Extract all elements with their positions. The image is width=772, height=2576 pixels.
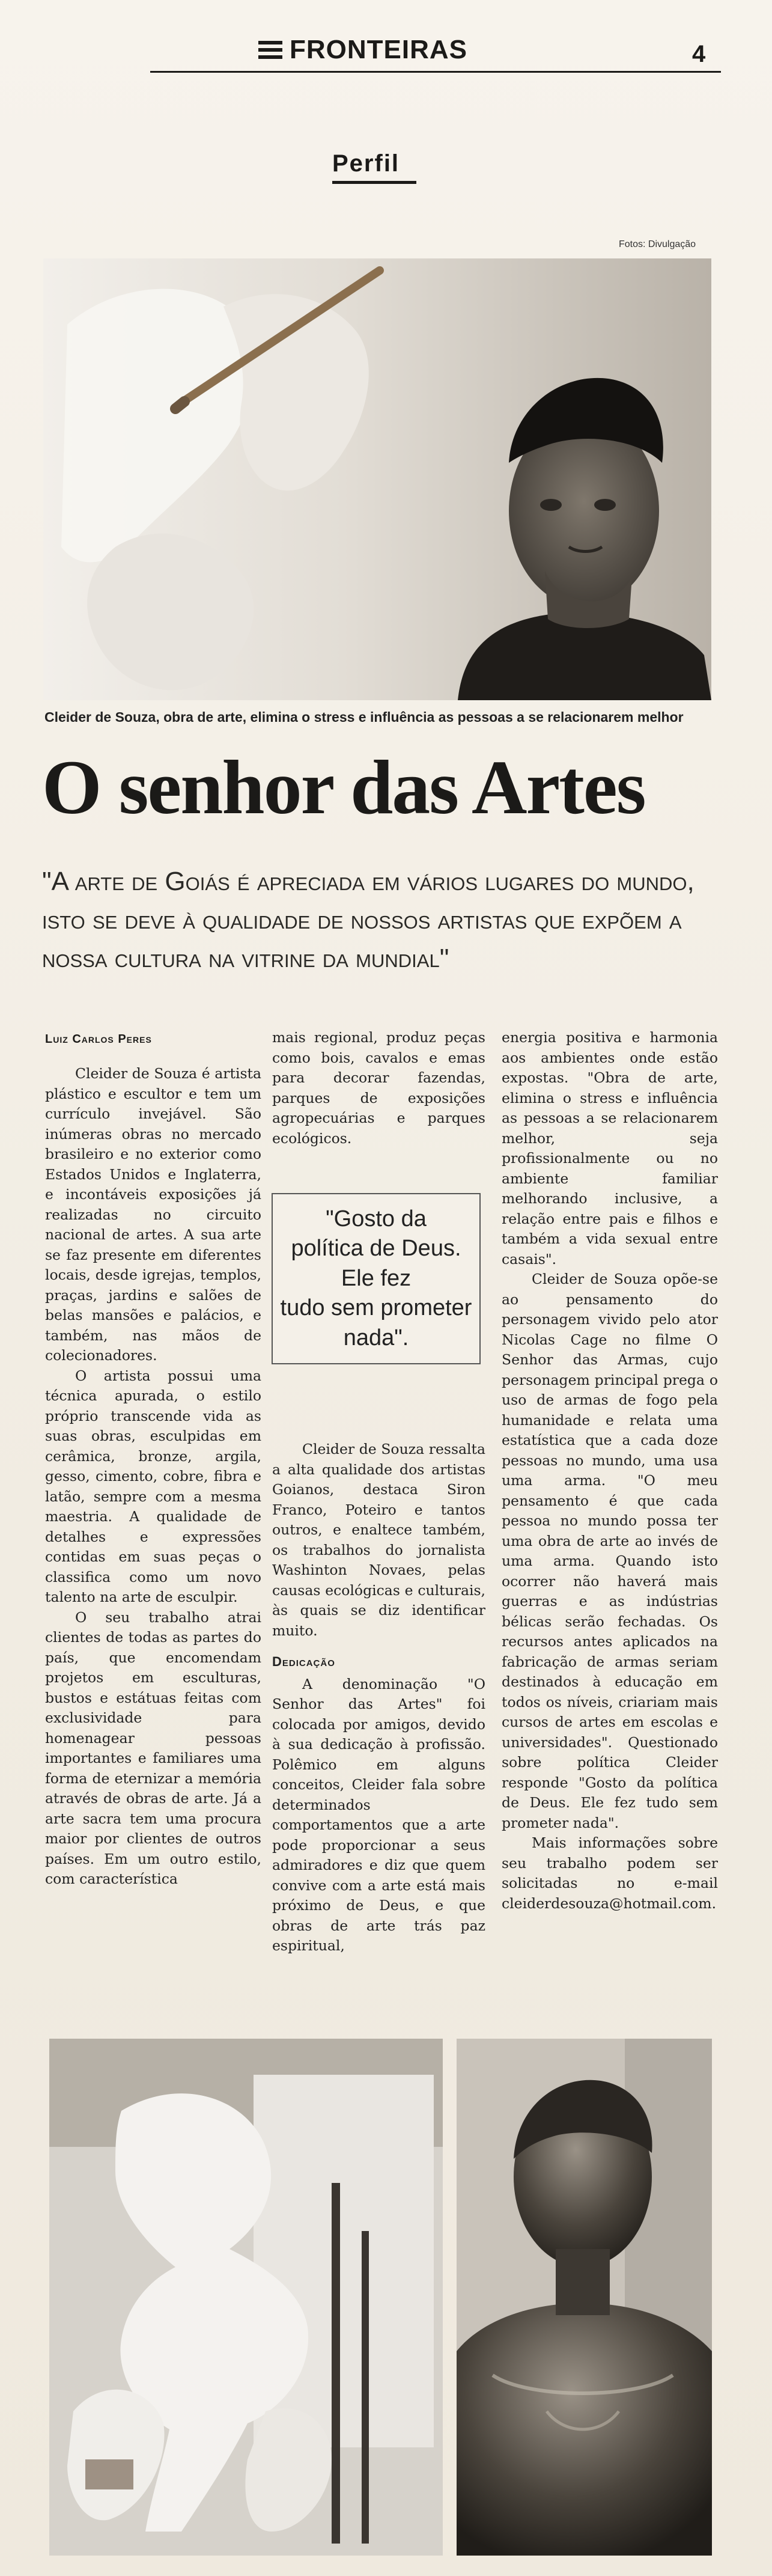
paragraph: A denominação "O Senhor das Artes" foi colocada por amigos, devido à sua dedicação à profissão. Polêmico em alguns conceitos, Cleider fala sobre determinados comportamentos que a arte pode proporcionar a seus admiradores e diz que quem convive com a arte está mais próximo de Deus, e que obras de arte trás paz espiritual, bbox=[272, 1675, 485, 1954]
pull-quote-line: nada". bbox=[343, 1325, 409, 1351]
paragraph: energia positiva e harmonia aos ambientes onde estão expostas. "Obra de arte, elimina o stress e influência as pessoas a se relacionarem melhor, seja profissionalmente ou no ambiente familiar melhorando inclusive, a relação entre pais e filhos e também a vida sexual entre casais". bbox=[502, 1029, 718, 1268]
photo-caption: Cleider de Souza, obra de arte, elimina o stress e influência as pessoas a se relacionarem melhor bbox=[44, 709, 684, 725]
byline: Luiz Carlos Peres bbox=[45, 1033, 152, 1046]
paragraph: O seu trabalho atrai clientes de todas as partes do país, que encomendam projetos em esculturas, bustos e estátuas feitas com exclusividade para homenagear pessoas importantes e familiares uma forma de eternizar a memória através de obras de arte. Já a arte sacra tem uma procura maior por clientes de outros países. Em um outro estilo, com característica bbox=[45, 1608, 261, 1887]
bronze-bust-illustration bbox=[457, 2039, 712, 2556]
paragraph: Cleider de Souza é artista plástico e escultor e tem um currículo invejável. São inúmeras obras no mercado brasileiro e no exterior como Estados Unidos e Inglaterra, e incontáveis exposições já realizadas no circuito nacional de artes. A sua arte se faz presente em diferentes locais, desde igrejas, templos, praças, jardins e salões de belas mansões e palácios, e também, nas mãos de colecionadores. bbox=[45, 1065, 261, 1364]
column-2-bottom bbox=[272, 1439, 485, 1956]
pull-quote-line: "Gosto da bbox=[326, 1206, 427, 1232]
photo-credit: Fotos: Divulgação bbox=[619, 239, 696, 249]
column-2-top bbox=[272, 1028, 485, 1149]
main-photo bbox=[43, 258, 711, 700]
sculpture-workshop-illustration bbox=[49, 2039, 443, 2556]
pull-quote-line: Ele fez bbox=[341, 1265, 412, 1291]
column-1 bbox=[45, 1064, 261, 1890]
main-photo-illustration bbox=[43, 258, 711, 700]
paragraph: Mais informações sobre seu trabalho podem ser solicitadas no e-mail cleiderdesouza@hotmail.com. bbox=[502, 1834, 718, 1912]
pull-quote-line: política de Deus. bbox=[291, 1236, 461, 1262]
sculpture-workshop-photo bbox=[49, 2039, 443, 2556]
section-header bbox=[258, 35, 467, 65]
pull-quote bbox=[272, 1193, 481, 1364]
header-rule bbox=[150, 71, 721, 73]
paragraph: Cleider de Souza ressalta a alta qualidade dos artistas Goianos, destaca Siron Franco, Poteiro e tantos outros, e enaltece também, os trabalhos do jornalista Washinton Novaes, pelas causas ecológicas e culturais, às quais se diz identificar muito. bbox=[272, 1441, 485, 1639]
section-logo-bars-icon bbox=[258, 41, 282, 59]
page-number: 4 bbox=[692, 41, 706, 67]
section-title: FRONTEIRAS bbox=[290, 35, 467, 64]
deck-quote: "A arte de Goiás é apreciada em vários lugares do mundo, isto se deve à qualidade de nossos artistas que expõem a nossa cultura na vitrine da mundial" bbox=[42, 867, 694, 973]
paragraph: Cleider de Souza opõe-se ao pensamento do personagem vivido pelo ator Nicolas Cage no filme O Senhor das Armas, cujo personagem principal prega o uso de armas de fogo pela humanidade e relata uma estatística que a cada doze pessoas no mundo, uma usa uma arma. "O meu pensamento é que cada pessoa no mundo possa ter uma obra de arte ao invés de uma arma. Quando isto ocorrer não haverá mais guerras e as indústrias bélicas serão fechadas. Os recursos antes aplicados na fabricação de armas seriam destinados à educação em todos os níveis, criariam mais cursos de artes em escolas e universidades". Questionado sobre política Cleider responde "Gosto da política de Deus. Ele fez tudo sem prometer nada". bbox=[502, 1271, 718, 1831]
headline: O senhor das Artes bbox=[42, 745, 645, 830]
column-3 bbox=[502, 1028, 718, 1914]
paragraph: mais regional, produz peças como bois, cavalos e emas para decorar fazendas, parques de exposições agropecuárias e parques ecológicos. bbox=[272, 1029, 485, 1147]
section-label: Perfil bbox=[332, 150, 400, 177]
subhead: Dedicação bbox=[272, 1654, 335, 1669]
bronze-bust-photo bbox=[457, 2039, 712, 2556]
paragraph: O artista possui uma técnica apurada, o estilo próprio transcende vida as suas obras, esculpidas em cerâmica, bronze, argila, gesso, cimento, cobre, fibra e latão, sempre com a mesma maestria. A qualidade de detalhes e expressões contidas em suas peças o classifica como um novo talento na arte de esculpir. bbox=[45, 1367, 261, 1605]
pull-quote-line: tudo sem prometer bbox=[280, 1295, 472, 1321]
section-label-underline bbox=[332, 181, 416, 184]
